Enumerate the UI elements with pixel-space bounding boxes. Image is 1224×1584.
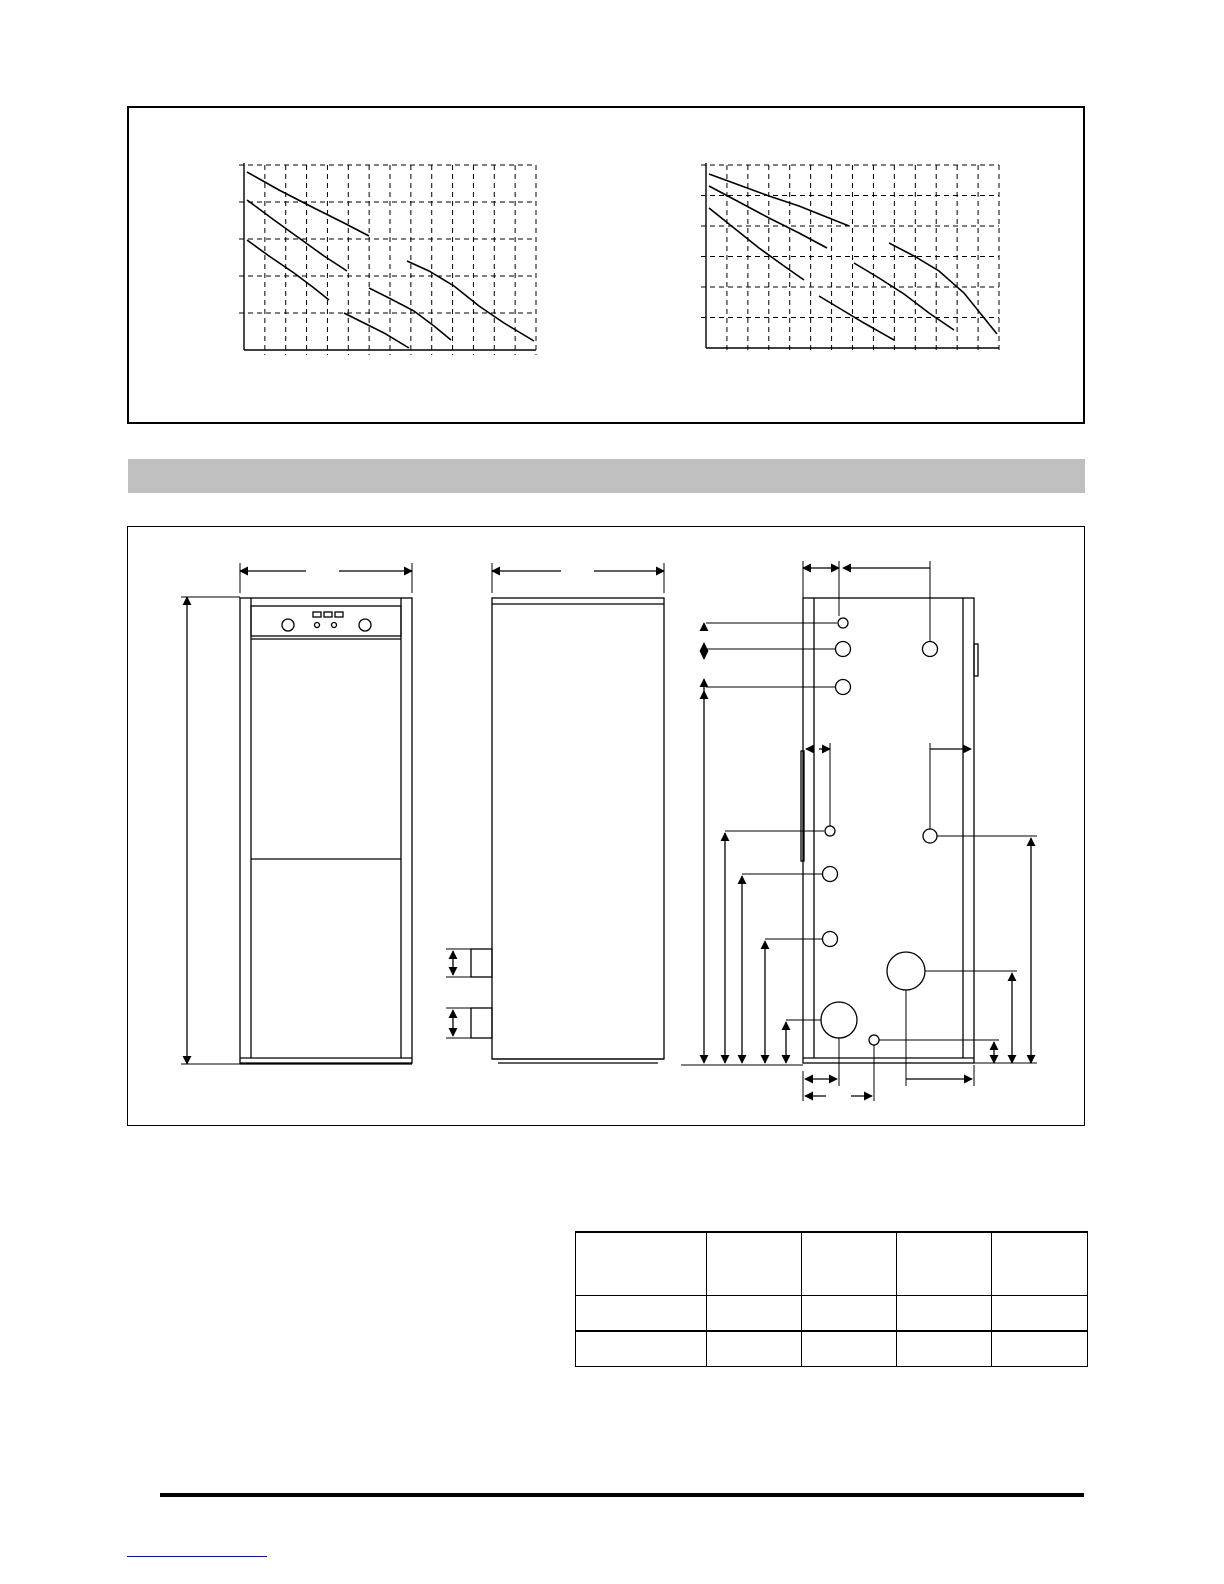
section-heading-bar — [128, 459, 1085, 493]
curve-right-2b — [854, 263, 954, 330]
curve-left-2 — [247, 200, 347, 271]
pump-curve-chart-left — [239, 163, 536, 355]
chart-grid-right — [701, 165, 999, 353]
rear-flue-large — [887, 952, 925, 990]
table-header-row — [576, 1232, 1088, 1296]
chart-grid-left — [239, 165, 536, 355]
bottom-link-rule[interactable] — [127, 1556, 267, 1557]
table-row — [576, 1296, 1088, 1332]
rear-view — [681, 561, 1037, 1101]
curve-right-1 — [709, 174, 849, 226]
curve-left-3b — [344, 313, 409, 348]
table-cell — [576, 1296, 707, 1332]
table-header-cell — [897, 1232, 992, 1296]
rear-port-4 — [836, 680, 851, 695]
pump-curves-svg — [129, 108, 1087, 426]
table-row — [576, 1331, 1088, 1367]
rear-flue-lower — [821, 1002, 857, 1038]
table-cell — [897, 1296, 992, 1332]
control-panel — [251, 606, 401, 636]
rear-port-2 — [836, 642, 851, 657]
rear-port-7 — [823, 867, 838, 882]
side-pipe-lower — [471, 1008, 492, 1038]
dimension-drawings-svg — [128, 527, 1086, 1127]
table-cell — [707, 1296, 802, 1332]
front-knob-left — [282, 619, 294, 631]
table-cell — [992, 1296, 1088, 1332]
pump-curves-panel — [127, 106, 1085, 424]
rear-port-3 — [923, 642, 938, 657]
table-cell — [707, 1331, 802, 1367]
rear-port-1 — [838, 618, 848, 628]
table-header-cell — [576, 1232, 707, 1296]
side-view — [446, 563, 664, 1063]
table-header-cell — [707, 1232, 802, 1296]
front-knob-right — [359, 619, 371, 631]
curve-right-3 — [709, 208, 804, 280]
front-view — [181, 563, 412, 1064]
table-header-cell — [992, 1232, 1088, 1296]
pump-curve-chart-right — [701, 163, 999, 353]
table-header-cell — [802, 1232, 897, 1296]
footer-rule — [160, 1493, 1084, 1497]
dimension-drawings-panel — [127, 526, 1085, 1126]
rear-port-6 — [923, 829, 937, 843]
table-cell — [576, 1331, 707, 1367]
rear-port-drain — [869, 1035, 879, 1045]
table-cell — [802, 1331, 897, 1367]
table-cell — [802, 1296, 897, 1332]
dimension-table — [575, 1231, 1088, 1367]
rear-port-8 — [823, 932, 838, 947]
table-cell — [992, 1331, 1088, 1367]
table-cell — [897, 1331, 992, 1367]
side-pipe-upper — [471, 949, 492, 977]
rear-port-5 — [825, 826, 835, 836]
curve-left-3 — [247, 240, 329, 300]
